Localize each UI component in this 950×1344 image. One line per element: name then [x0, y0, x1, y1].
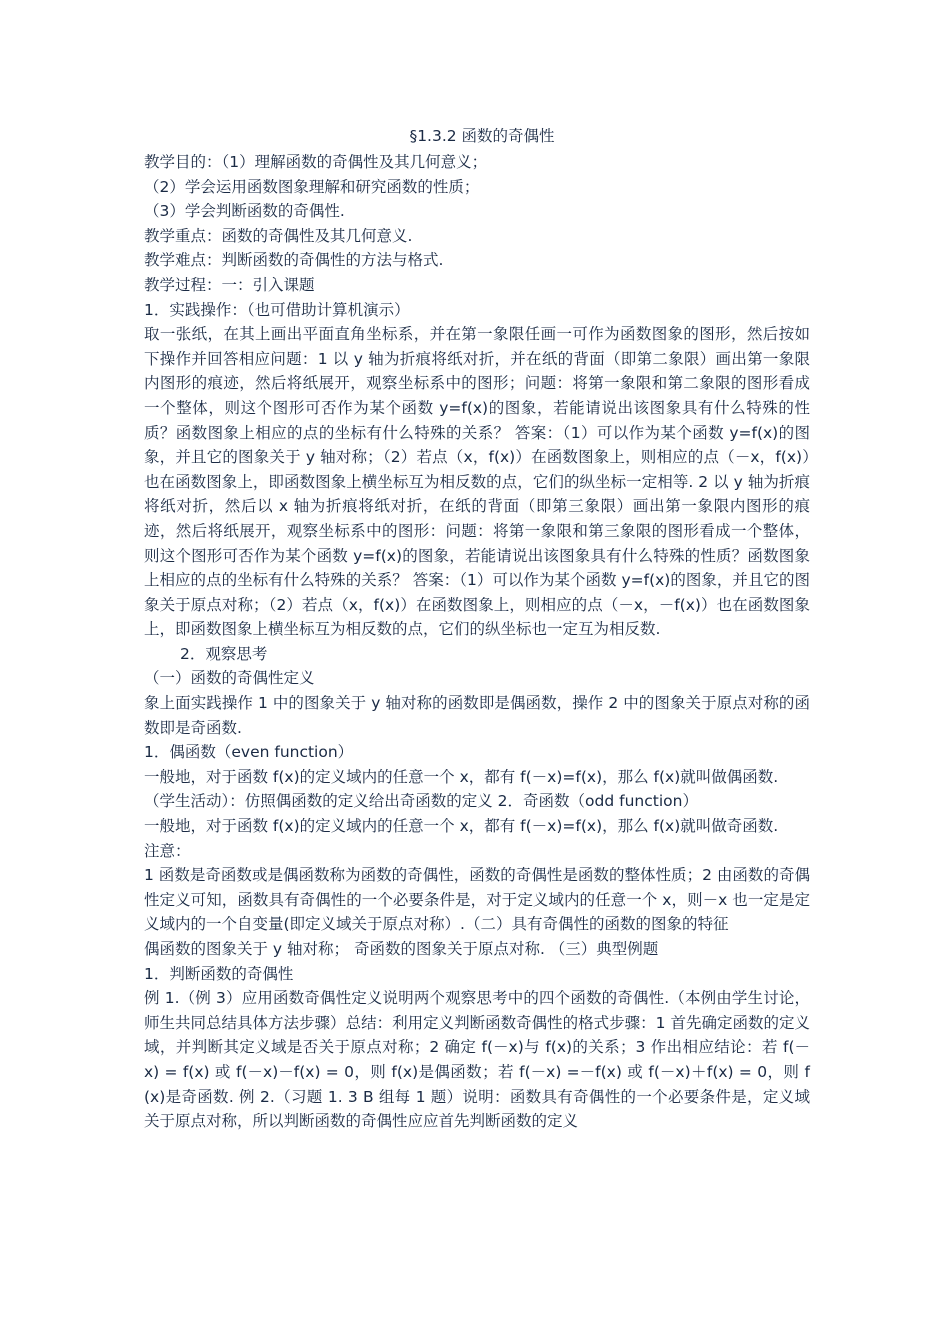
goal-item-2: （2）学会运用函数图象理解和研究函数的性质；	[144, 177, 480, 196]
difficulty-line: 教学难点：判断函数的奇偶性的方法与格式.	[144, 251, 444, 270]
teaching-goal-line: 教学目的：（1）理解函数的奇偶性及其几何意义；	[144, 153, 488, 171]
even-function-definition: 一般地，对于函数 f(x)的定义域内的任意一个 x，都有 f(－x)=f(x)，那么 f(x)就叫做偶函数.	[144, 767, 779, 786]
goal-item-3: （3）学会判断函数的奇偶性.	[144, 202, 345, 221]
practice-heading: 1．实践操作：（也可借助计算机演示）	[144, 300, 410, 319]
definition-paragraph: 象上面实践操作 1 中的图象关于 y 轴对称的函数即是偶函数，操作 2 中的图象关于原点对称的函数即是奇函数.	[144, 694, 810, 737]
document-title: §1.3.2 函数的奇偶性	[409, 127, 555, 145]
key-point-line: 教学重点：函数的奇偶性及其几何意义.	[144, 226, 413, 245]
process-line: 教学过程：一：引入课题	[144, 275, 315, 294]
note-label: 注意：	[144, 841, 191, 860]
note-paragraph: 1 函数是奇函数或是偶函数称为函数的奇偶性，函数的奇偶性是函数的整体性质；2 由函数的奇偶性定义可知，函数具有奇偶性的一个必要条件是，对于定义域内的任意一个 x，则－x 也一定是定义域内的一个自变量(即定义域关于原点对称）.（二）具有奇偶性的函数的图象的特征	[144, 866, 810, 934]
example-paragraph: 例 1.（例 3）应用函数奇偶性定义说明两个观察思考中的四个函数的奇偶性.（本例由学生讨论，师生共同总结具体方法步骤）总结：利用定义判断函数奇偶性的格式步骤：1 首先确定函数的定义域，并判断其定义域是否关于原点对称；2 确定 f(－x)与 f(x)的关系；3 作出相应结论：若 f(－x) = f(x) 或 f(－x)－f(x) = 0，则 f(x)是偶函数；若 f(－x) =－f(x) 或 f(－x)＋f(x) = 0，则 f(x)是奇函数. 例 2.（习题 1. 3 B 组每 1 题）说明：函数具有奇偶性的一个必要条件是，定义域关于原点对称，所以判断函数的奇偶性应应首先判断函数的定义	[144, 989, 810, 1131]
odd-function-definition: 一般地，对于函数 f(x)的定义域内的任意一个 x，都有 f(－x)=f(x)，那么 f(x)就叫做奇函数.	[144, 817, 779, 836]
even-function-heading: 1．偶函数（even function）	[144, 743, 354, 762]
observe-heading: 2．观察思考	[180, 644, 268, 663]
judge-heading: 1．判断函数的奇偶性	[144, 964, 294, 983]
student-activity-line: （学生活动）：仿照偶函数的定义给出奇函数的定义 2．奇函数（odd function）	[144, 792, 698, 811]
definition-heading: （一）函数的奇偶性定义	[144, 669, 315, 688]
symmetry-line: 偶函数的图象关于 y 轴对称； 奇函数的图象关于原点对称. （三）典型例题	[144, 940, 659, 958]
practice-paragraph: 取一张纸，在其上画出平面直角坐标系，并在第一象限任画一可作为函数图象的图形，然后按如下操作并回答相应问题：1 以 y 轴为折痕将纸对折，并在纸的背面（即第二象限）画出第一象限内图形的痕迹，然后将纸展开，观察坐标系中的图形；问题：将第一象限和第二象限的图形看成一个整体，则这个图形可否作为某个函数 y=f(x)的图象，若能请说出该图象具有什么特殊的性质？函数图象上相应的点的坐标有什么特殊的关系？ 答案：（1）可以作为某个函数 y=f(x)的图象，并且它的图象关于 y 轴对称；（2）若点（x，f(x)）在函数图象上，则相应的点（－x，f(x)）也在函数图象上，即函数图象上横坐标互为相反数的点，它们的纵坐标一定相等. 2 以 y 轴为折痕将纸对折，然后以 x 轴为折痕将纸对折，在纸的背面（即第三象限）画出第一象限内图形的痕迹，然后将纸展开，观察坐标系中的图形：问题：将第一象限和第三象限的图形看成一个整体，则这个图形可否作为某个函数 y=f(x)的图象，若能请说出该图象具有什么特殊的性质？函数图象上相应的点的坐标有什么特殊的关系？ 答案：（1）可以作为某个函数 y=f(x)的图象，并且它的图象关于原点对称；（2）若点（x，f(x)）在函数图象上，则相应的点（－x，－f(x)）也在函数图象上，即函数图象上横坐标互为相反数的点，它们的纵坐标也一定互为相反数.	[144, 325, 810, 639]
